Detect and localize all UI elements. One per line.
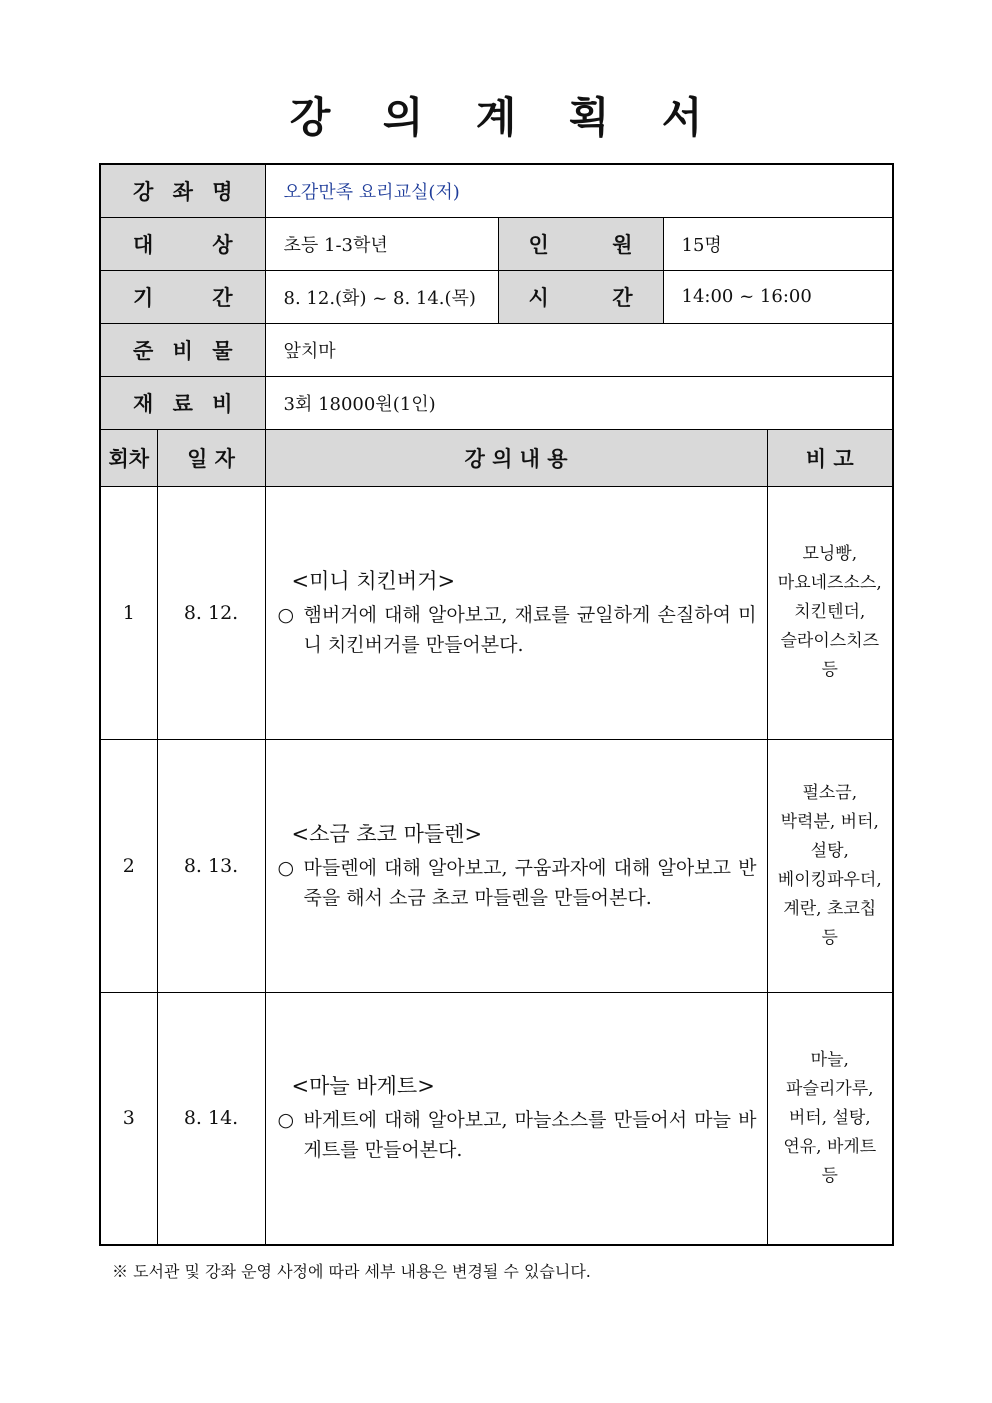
time-label: 시 간 [498,270,663,323]
schedule-row [100,992,893,1245]
lecture-plan-table [99,163,894,1246]
lesson-description: 바게트에 대해 알아보고, 마늘소스를 만들어서 마늘 바게트를 만들어본다. [303,1109,757,1162]
fee-value: 3회 18000원(1인) [265,376,893,429]
materials-label: 준 비 물 [100,323,265,376]
capacity-value: 15명 [663,217,893,270]
schedule-row [100,486,893,739]
row-course [100,164,893,217]
session-notes: 마늘, 파슬리가루, 버터, 설탕, 연유, 바게트 등 [767,992,893,1245]
course-label: 강 좌 명 [100,164,265,217]
lesson-title: <미니 치킨버거> [291,568,456,593]
target-label: 대 상 [100,217,265,270]
period-label: 기 간 [100,270,265,323]
session-notes: 펄소금, 박력분, 버터, 설탕, 베이킹파우더, 계란, 초코칩 등 [767,739,893,992]
lesson-title: <소금 초코 마들렌> [291,821,483,846]
fee-label: 재 료 비 [100,376,265,429]
session-content [265,739,767,992]
header-session: 회차 [100,429,157,486]
session-date: 8. 14. [157,992,265,1245]
session-date: 8. 13. [157,739,265,992]
session-notes: 모닝빵, 마요네즈소스, 치킨텐더, 슬라이스치즈 등 [767,486,893,739]
lesson-description: 마들렌에 대해 알아보고, 구움과자에 대해 알아보고 반죽을 해서 소금 초코 마들렌을 만들어본다. [303,856,757,909]
capacity-label: 인 원 [498,217,663,270]
bullet: ○ [277,1109,295,1132]
page-title: 강 의 계 획 서 [289,93,722,142]
course-value: 오감만족 요리교실(저) [265,164,893,217]
header-content: 강 의 내 용 [265,429,767,486]
footnote: ※ 도서관 및 강좌 운영 사정에 따라 세부 내용은 변경될 수 있습니다. [112,1262,591,1281]
row-materials [100,323,893,376]
session-number: 3 [100,992,157,1245]
header-date: 일 자 [157,429,265,486]
period-value: 8. 12.(화) ~ 8. 14.(목) [265,270,498,323]
row-target [100,217,893,270]
bullet: ○ [277,603,295,626]
session-number: 1 [100,486,157,739]
time-value: 14:00 ~ 16:00 [663,270,893,323]
schedule-header-row [100,429,893,486]
row-fee [100,376,893,429]
schedule-row [100,739,893,992]
target-value: 초등 1-3학년 [265,217,498,270]
lesson-description: 햄버거에 대해 알아보고, 재료를 균일하게 손질하여 미니 치킨버거를 만들어본다. [303,603,757,656]
session-number: 2 [100,739,157,992]
row-period [100,270,893,323]
lesson-title: <마늘 바게트> [291,1074,435,1099]
bullet: ○ [277,856,295,879]
header-notes: 비 고 [767,429,893,486]
session-content [265,992,767,1245]
materials-value: 앞치마 [265,323,893,376]
session-content [265,486,767,739]
session-date: 8. 12. [157,486,265,739]
